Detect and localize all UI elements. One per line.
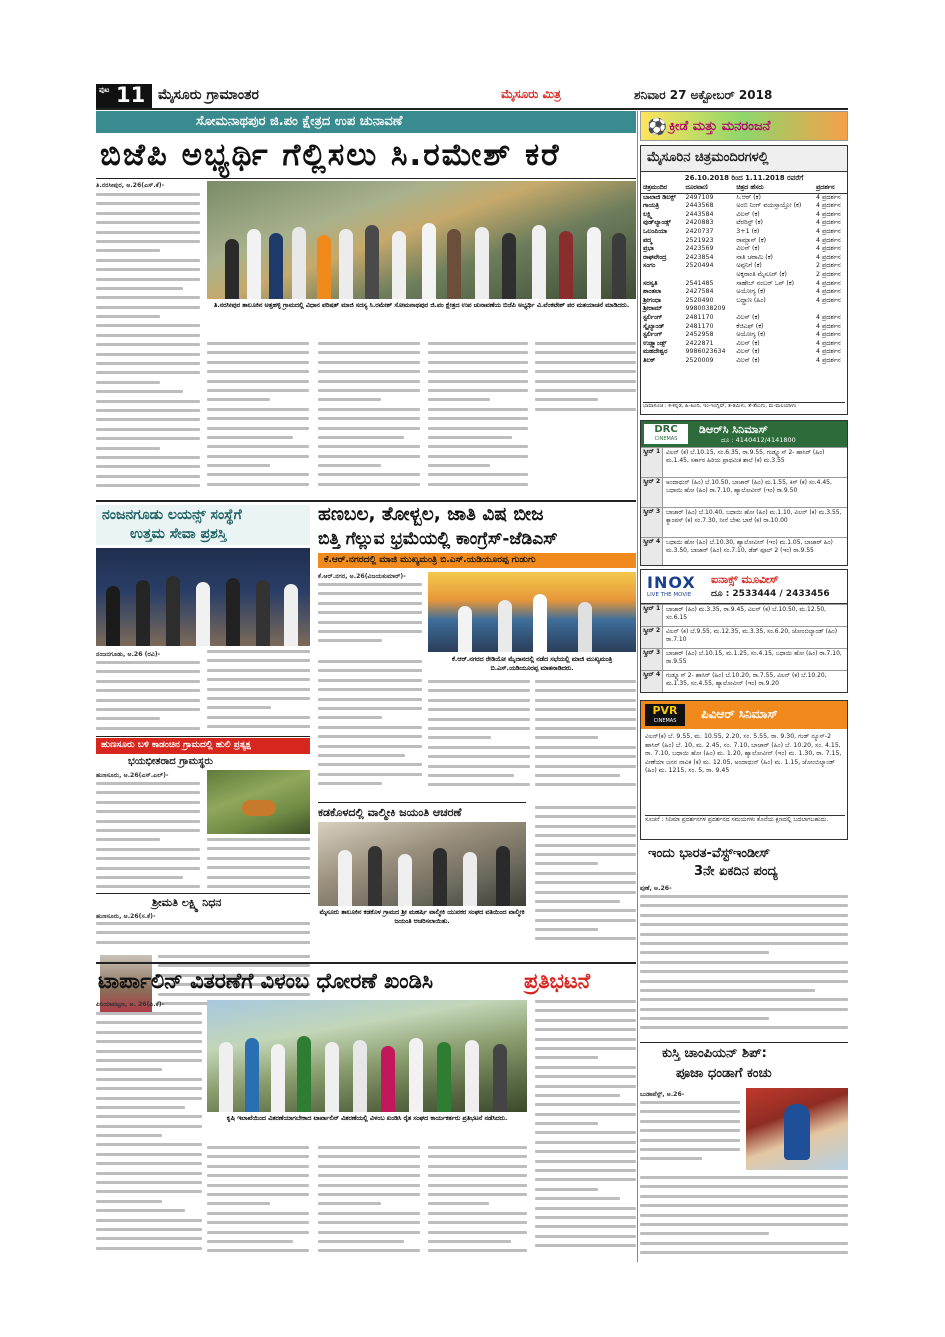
tiger-body-col1 — [96, 782, 200, 892]
kr-nagar-photo-caption: ಕೆ.ಆರ್.ನಗರದ ರೇಡಿಯೋ ಮೈದಾನದಲ್ಲಿ ನಡೆದ ಸಭೆಯಲ್ಲಿ ಮಾಜಿ ಮುಖ್ಯಮಂತ್ರಿ ಬಿ.ಎಸ್.ಯಡಿಯೂರಪ್ಪ ಮಾತನಾಡಿದರು. — [451, 656, 613, 672]
lead-kicker-text: ಸೋಮನಾಥಪುರ ಜಿ.ಪಂ ಕ್ಷೇತ್ರದ ಉಪ ಚುನಾವಣೆ — [196, 114, 403, 129]
cinema-cell: ಶ್ರೀರಾಮ್ — [643, 305, 663, 313]
lead-kicker — [96, 111, 636, 133]
cinema-row — [641, 280, 847, 289]
pvr-logo — [645, 704, 685, 726]
drc-phone: ದೂ : 4140412/4141800 — [721, 436, 796, 444]
masthead: ಮೈಸೂರು ಮಿತ್ರ — [501, 87, 561, 101]
cinema-cell: 4 ಪ್ರದರ್ಶನ — [815, 296, 841, 304]
cinema-row — [641, 211, 847, 220]
issue-date: ಶನಿವಾರ 27 ಅಕ್ಟೋಬರ್ 2018 — [634, 88, 773, 102]
cinema-column-header: ಚಿತ್ರದ ಹೆಸರು — [734, 184, 814, 193]
cinema-cell: 2521923 — [685, 236, 714, 244]
cinema-cell — [814, 305, 847, 314]
cinema-cell: 2520490 — [685, 296, 714, 304]
inox-header — [641, 570, 847, 604]
cinema-cell: ಟೆರರಿಸ್ಟ್ (ಕ) — [736, 219, 763, 227]
lead-photo-caption: ತಿ.ನರಸೀಪುರ ತಾಲೂಕಿನ ಅತ್ತಹಳ್ಳಿ ಗ್ರಾಮದಲ್ಲಿ ವಿಧಾನ ಪರಿಷತ್ ಮಾಜಿ ಸದಸ್ಯ ಸಿ.ರಮೇಶ್ ಸೋಮನಾಥಪುರ ಜಿ.ಪಂ ಕ್ಷೇತ್ರದ ಉಪ ಚುನಾವಣೆಯ ಬಿಜೆಪಿ ಅಭ್ಯರ್ಥಿ ವಿ.ವೆಂಕಟೇಶ್ ಪರ ಮತಯಾಚನೆ ಮಾಡಿದರು. — [213, 302, 630, 309]
lead-body-col3 — [318, 342, 420, 498]
column-divider-right — [637, 111, 638, 1262]
header-rule — [96, 108, 848, 110]
lions-headline: ನಂಜನಗೂಡು ಲಯನ್ಸ್ ಸಂಸ್ಥೆಗೆ — [102, 507, 242, 523]
cinema-cell: 2 ಪ್ರದರ್ಶನ — [815, 270, 841, 278]
cinema-row — [641, 254, 847, 263]
cinema-cell: 4 ಪ್ರದರ್ಶನ — [815, 253, 841, 261]
cinema-cell: 4 ಪ್ರದರ್ಶನ — [815, 193, 841, 201]
cinema-cell: ಸರಸ್ವತಿ — [643, 279, 658, 287]
cinema-cell: 2423569 — [685, 245, 714, 253]
cricket-headline: ಇಂದು ಭಾರತ-ವೆಸ್ಟ್‌ಇಂಡೀಸ್ — [648, 846, 771, 861]
cinema-box — [640, 145, 848, 415]
cinema-cell: 2497109 — [685, 193, 714, 201]
inox-screen-row — [641, 604, 847, 626]
inox-logo: INOX — [647, 573, 696, 592]
inox-title: ಐನಾಕ್ಸ್ ಮೂವೀಸ್ — [711, 573, 779, 586]
drc-screen-row — [641, 537, 847, 566]
cinema-cell: ಸ್ಕೈಲ್ಯಾಂಡ್ — [643, 322, 665, 330]
obituary-body — [96, 922, 310, 952]
tarpaulin-body-col1 — [96, 1012, 202, 1262]
drc-header — [641, 421, 847, 447]
cinema-cell: ವಿಲನ್ (ಕ) — [736, 210, 760, 218]
cricket-rule — [640, 1042, 848, 1043]
tarpaulin-photo — [207, 1000, 527, 1112]
inox-screen-row — [641, 670, 847, 692]
inox-screen-shows: ಬಾಜಾರ್ (ಹಿಂ) ಮ.3.35, ರಾ.9.45, ವಿಲನ್ (ಕ) ಬೆ.10.50, ಮ.12.50, ಸಂ.6.15 — [666, 606, 827, 622]
cinema-cell: ನಾತಿ ಚರಾಮಿ (ಕ) — [736, 253, 773, 261]
cinema-cell: 2541485 — [685, 279, 714, 287]
tarpaulin-body-col5 — [535, 1000, 636, 1262]
lions-rule — [96, 736, 310, 737]
cinema-cell: ಬದ್ಧ್ಯಾಣ (ಹಿಂ) — [736, 296, 766, 304]
tarpaulin-body-col4 — [428, 1146, 527, 1262]
cinema-column-header: ಚಿತ್ರಮಂದಿರ — [641, 184, 683, 193]
cinema-cell: 4 ಪ್ರದರ್ಶನ — [815, 202, 841, 210]
drc-screen-shows: ಅಂದಾಧುನ್ (ಹಿಂ) ಬೆ.10.50, ಬಾಜಾರ್ (ಹಿಂ) ಮ.1.55, ಕಿಸ್ (ಕ) ಸಂ.4.45, ಬಧಾಯಿ ಹೋ (ಹಿಂ) ರಾ.7.10, ಹ್ಯಾಲೋವೀನ್ (ಇಂ) ರಾ.9.50 — [666, 479, 832, 495]
pvr-logo-text: PVR — [652, 704, 678, 717]
kr-nagar-rule — [318, 802, 526, 803]
kr-nagar-body-col1 — [318, 583, 422, 653]
tiger-body-col2 — [207, 838, 310, 892]
lead-photo — [207, 181, 636, 299]
inox-screen-row — [641, 626, 847, 648]
drc-title: ಡಿಆರ್‌ಸಿ ಸಿನಿಮಾಸ್ — [699, 423, 768, 436]
cinema-row — [641, 237, 847, 246]
cinema-cell: 2443584 — [685, 210, 714, 218]
inox-screen-shows: ಗುಡ್ನ್ಯೂಸ್ 2- ಹಾಸಿರ್ (ಹಿಂ) ಬೆ.10.20, ರಾ.7.55, ವಿಲನ್ (ಕ) ಬೆ.10.20, ಮ.1.35, ಸಂ.4.55, ಹ್ಯಾಲೋವೀನ್ (ಇಂ) ರಾ.9.20 — [666, 672, 827, 688]
tiger-headline: ಹುಣಸೂರು ಬಳಿ ಕಾಡಂಚಿನ ಗ್ರಾಮದಲ್ಲಿ ಹುಲಿ ಪ್ರತ್ಯಕ್ಷ — [101, 740, 251, 750]
cinema-cell: 4 ಪ್ರದರ್ಶನ — [815, 236, 841, 244]
cinema-table — [641, 184, 847, 365]
cinema-cell: 2481170 — [685, 322, 714, 330]
cinema-cell — [641, 271, 683, 280]
obituary-headline: ಶ್ರೀಮತಿ ಲಕ್ಷ್ಮಿ ನಿಧನ — [152, 896, 222, 909]
cinema-cell: 4 ಪ್ರದರ್ಶನ — [815, 219, 841, 227]
tarpaulin-body-col3 — [318, 1146, 420, 1262]
drc-screen-tag: ಸ್ಕ್ರೀನ್ 1 — [641, 448, 663, 477]
cinema-row — [641, 288, 847, 297]
kr-nagar-photo — [428, 572, 636, 652]
lead-body-col2 — [207, 342, 309, 498]
lead-body-col5 — [535, 342, 636, 417]
drc-screens — [641, 447, 847, 566]
tarpaulin-headline-highlight: ಪ್ರತಿಭಟನೆ — [524, 969, 591, 993]
cinema-cell: ಲಕ್ಷ್ಮಿ — [643, 210, 653, 218]
cinema-title: ಮೈಸೂರಿನ ಚಿತ್ರಮಂದಿರಗಳಲ್ಲಿ — [647, 150, 769, 165]
kr-nagar-dateline: ಕೆ.ಆರ್.ನಗರ, ಅ.26(ವಿಜಯಕುಮಾರ್)- — [318, 573, 406, 580]
inox-logo-sub: LIVE THE MOVIE — [647, 592, 692, 598]
cinema-cell: 2 ಪ್ರದರ್ಶನ — [815, 262, 841, 270]
cinema-cell: 2520494 — [685, 262, 714, 270]
lead-rule — [96, 178, 636, 179]
pvr-title: ಪಿವಿಆರ್ ಸಿನಿಮಾಸ್ — [701, 707, 778, 721]
pvr-logo-sub: CINEMAS — [653, 718, 677, 724]
cinema-row — [641, 348, 847, 357]
lions-dateline: ನಂಜನಗೂಡು, ಅ.26 (ರವಿ)- — [96, 651, 161, 658]
page-header — [96, 84, 848, 108]
tiger-photo — [207, 770, 310, 834]
cinema-column-header: ದೂರವಾಣಿ — [683, 184, 734, 193]
cinema-column-header: ಪ್ರದರ್ಶನ — [814, 184, 847, 193]
cinema-date-range: 26.10.2018 ರಿಂದ 1.11.2018 ರವರೆಗೆ — [684, 174, 804, 182]
cinema-cell: 2422871 — [685, 339, 714, 347]
cinema-title-box — [641, 146, 847, 172]
cinema-cell: 4 ಪ್ರದರ್ಶನ — [815, 288, 841, 296]
cinema-row — [641, 202, 847, 211]
cinema-row — [641, 323, 847, 332]
cinema-cell: 2520009 — [685, 356, 714, 364]
tiger-subhead: ಭಯಭೀತರಾದ ಗ್ರಾಮಸ್ಥರು — [128, 756, 213, 767]
cinema-cell: 4 ಪ್ರದರ್ಶನ — [815, 245, 841, 253]
wrestling-body-left — [640, 1101, 740, 1171]
section-title: ಮೈಸೂರು ಗ್ರಾಮಾಂತರ — [158, 87, 259, 103]
cinema-cell: ಶ್ರೀಗಂಧಾ — [643, 296, 662, 304]
obituary-dateline: ಹುಣಸೂರು, ಅ.26(ಸ.ಕೆ)- — [96, 913, 156, 920]
cinema-cell: ಅಕ್ಕರಾಂತಿ ಮೈಸೂರ್ (ಕ) — [736, 270, 787, 278]
drc-screen-shows: ವಿಲನ್ (ಕ) ಬೆ.10.15, ಸಂ.6.35, ರಾ.9.55, ಗುಡ್ನ್ಯೂಸ್ 2- ಹಾಸಿರ್ (ಹಿಂ) ಮ.1.45, ಸರ್ಕಾರ ಹಿರಿಯ ಪ್ರಾಥಮಿಕ ಶಾಲೆ (ಕ) ಮ.3.55 — [666, 449, 825, 465]
cinema-row — [641, 297, 847, 306]
pvr-note: ಸೂಚನೆ : ಸಿನಿಮಾ ಪ್ರದರ್ಶನಗಳ ಪ್ರದರ್ಶನದ ಸಮಯಗಳು ಕೊನೆಯ ಕ್ಷಣದಲ್ಲಿ ಬದಲಾಗಬಹುದು. — [645, 815, 845, 839]
kr-nagar-subhead-box — [318, 553, 636, 568]
valmiki-rule — [96, 962, 636, 964]
cinema-cell: ವಿಲನ್ (ಕ) — [736, 348, 760, 356]
pvr-listing: ವಿಲನ್(ಕ) ಬೆ. 9.55, ಮ. 10.55, 2.20, ಸಂ. 5.55, ರಾ. 9.30, ಗುಡ್ ನ್ಯೂಸ್-2 ಹಾಸಿರ್ (ಹಿಂ) ಬೆ. 10, ಮ. 2.45, ಸಂ. 7.10, ಬಾಜಾರ್ (ಹಿಂ) ಬೆ. 10.20, ಸಂ. 4.15, ರಾ. 7.10, ಬಧಾಯಿ ಹೋ (ಹಿಂ) ಮ. 1.20, ಹ್ಯಾಲೋವೀನ್ (ಇಂ) ಮ. 1.30, ರಾ. 7.15, ವೀಣೆಯಾ ಜನನ ನಾವಿಕ (ಕ) ಮ. 12.05, ಅಂದಾಧುನ್ (ಹಿಂ) ಮ. 1.15, ಜೋಂಬಿಲ್ಯಾಂಡ್ (ಹಿಂ) ಮ. 1215, ಸಂ. 5, ರಾ. 9.45 — [645, 733, 842, 775]
cricket-headline-2: 3ನೇ ಏಕದಿನ ಪಂದ್ಯ — [694, 864, 778, 879]
tiger-figure — [242, 800, 276, 816]
sports-banner — [640, 111, 848, 141]
lead-body-col4 — [428, 342, 528, 498]
wrestling-headline-2: ಪೂಜಾ ಧಂಡಾಗೆ ಕಂಚು — [676, 1066, 772, 1081]
cinema-cell: 9980038209 — [685, 305, 726, 313]
cinema-footnote: ಭಾಷಾಸೂಚಿ : ಕ-ಕನ್ನಡ, ಹಿ-ಹಿಂದಿ, ಇಂ-ಇಂಗ್ಲಿಷ್, ತ-ತಮಿಳು, ತೆ-ತೆಲುಗು, ಮ-ಮಲಯಾಳಂ — [643, 402, 845, 410]
pvr-header — [641, 701, 847, 729]
cinema-row — [641, 271, 847, 280]
cricket-body — [640, 895, 848, 1040]
page-label: ಪುಟ — [99, 86, 110, 94]
cinema-cell: 2427584 — [685, 288, 714, 296]
kr-nagar-body-col2 — [428, 680, 530, 800]
cinema-cell: 2443568 — [685, 202, 714, 210]
cinema-cell: ಸಂಗಂ — [643, 262, 656, 270]
tiger-rule — [96, 893, 310, 894]
cinema-row — [641, 331, 847, 340]
cinema-cell: 4 ಪ್ರದರ್ಶನ — [815, 279, 841, 287]
cinema-cell: ಗಾಯತ್ರಿ — [643, 202, 659, 210]
kr-nagar-subhead: ಕೆ.ಆರ್.ನಗರದಲ್ಲಿ ಮಾಜಿ ಮುಖ್ಯಮಂತ್ರಿ ಬಿ.ಎಸ್.ಯಡಿಯೂರಪ್ಪ ಗುಡುಗು — [324, 555, 536, 565]
drc-screen-shows: ಬಧಾಯಿ ಹೋ (ಹಿಂ) ಬೆ.10.30, ಹ್ಯಾಲೋವೀನ್ (ಇಂ) ಮ.1.05, ಬಾಜಾರ್ ಹಿಂ) ಮ.3.50, ಬಾಜಾರ್ (ಹಿಂ) ಸಂ.7.10, ಡೆಡ್ ಪೂಲ್ 2 (ಇಂ) ರಾ.9.55 — [666, 539, 833, 555]
cricket-dateline: ಪುಣೆ, ಅ.26- — [640, 885, 672, 892]
drc-screen-tag: ಸ್ಕ್ರೀನ್ 3 — [641, 508, 663, 537]
cinema-cell: ವಿಲನ್ (ಕ) — [736, 313, 760, 321]
cinema-cell: ರಾಘವೇಂದ್ರ — [643, 253, 667, 261]
cinema-cell: ಬಾಲಾಜಿ ಡಿಲಕ್ಸ್ — [643, 193, 676, 201]
soccer-ball-icon: ⚽ — [647, 117, 667, 136]
inox-screen-tag: ಸ್ಕ್ರೀನ್ 1 — [641, 605, 663, 626]
drc-logo-sub: CINEMAS — [654, 436, 678, 442]
cinema-cell: 2420883 — [685, 219, 714, 227]
wrestling-headline: ಕುಸ್ತಿ ಚಾಂಪಿಯನ್ ಶಿಪ್: — [662, 1046, 767, 1061]
cinema-row — [641, 314, 847, 323]
cinema-cell — [683, 271, 734, 280]
cinema-cell: ವಿಲನ್ (ಕ) — [736, 339, 760, 347]
cinema-cell: 2420737 — [685, 227, 714, 235]
sports-banner-title: ಕ್ರೀಡೆ ಮತ್ತು ಮನರಂಜನೆ — [669, 119, 771, 134]
cinema-cell: ವುಡ್‌ಲ್ಯಾಂಡ್ಸ್ — [643, 219, 671, 227]
cinema-cell: 4 ಪ್ರದರ್ಶನ — [815, 339, 841, 347]
valmiki-headline: ಕಡಕೊಳದಲ್ಲಿ ವಾಲ್ಮೀಕಿ ಜಯಂತಿ ಆಚರಣೆ — [318, 806, 462, 819]
inox-screen-shows: ವಿಲನ್ (ಕ) ಬೆ.9.55, ಮ.12.35, ಮ.3.35, ಸಂ.6.20, ಜೋಂಬಿಲ್ಯಾಂಡ್ (ಹಿಂ) ರಾ.7.10 — [666, 628, 838, 644]
cinema-cell: 2481170 — [685, 313, 714, 321]
cinema-cell: 4 ಪ್ರದರ್ಶನ — [815, 331, 841, 339]
kr-nagar-headline: ಹಣಬಲ, ತೋಳ್ಬಲ, ಜಾತಿ ವಿಷ ಬೀಜ — [318, 504, 544, 525]
page-number: 11 — [116, 83, 146, 107]
drc-screen-tag: ಸ್ಕ್ರೀನ್ 4 — [641, 538, 663, 566]
inox-screen-tag: ಸ್ಕ್ರೀನ್ 2 — [641, 627, 663, 648]
cinema-cell — [734, 305, 814, 314]
lions-headline-2: ಉತ್ತಮ ಸೇವಾ ಪ್ರಶಸ್ತಿ — [130, 526, 227, 542]
cinema-cell: 9986023634 — [685, 348, 726, 356]
cinema-row — [641, 262, 847, 271]
lead-headline: ಬಿಜೆಪಿ ಅಭ್ಯರ್ಥಿ ಗೆಲ್ಲಿಸಲು ಸಿ.ರಮೇಶ್ ಕರೆ — [100, 137, 561, 173]
cinema-cell: 4 ಪ್ರದರ್ಶನ — [815, 210, 841, 218]
cinema-cell: ಕೆಜಿಎಫ್ (ಕ) — [736, 322, 764, 330]
inox-screen-tag: ಸ್ಕ್ರೀನ್ 3 — [641, 649, 663, 670]
cinema-cell: 4 ಪ್ರದರ್ಶನ — [815, 322, 841, 330]
cinema-cell: ಸ್ಟರ್ಲಿಂಗ್ — [643, 313, 663, 321]
cinema-cell: ಸ್ಟರ್ಲಿಂಗ್ — [643, 331, 663, 339]
inox-screen-tag: ಸ್ಕ್ರೀನ್ 4 — [641, 671, 663, 692]
cinema-cell: ಅಪ್ಪನಿಗೆ (ಕ) — [736, 262, 762, 270]
cinema-cell: ಸಿ.ಆರ್ (ಕ) — [736, 193, 761, 201]
cinema-cell: ಒಲಂಪಿಯಾ — [643, 227, 668, 235]
cinema-row — [641, 219, 847, 228]
cinema-cell: ಅಂಬಿ ನಿಂಗ್ ವಯಸ್ಸಾಯ್ತೋ (ಕ) — [736, 202, 802, 210]
cinema-cell: ಉಡ್ಲ್ಯಾಂಡ್ಸ್ — [643, 339, 667, 347]
wrestling-body — [640, 1176, 848, 1262]
cinema-row — [641, 193, 847, 202]
cinema-table-header — [641, 184, 847, 193]
lions-body-col2 — [207, 650, 310, 733]
inox-screens — [641, 604, 847, 693]
inox-screen-row — [641, 648, 847, 670]
cinema-cell: ಅಯೋಗ್ಯ (ಕ) — [736, 288, 766, 296]
cinema-cell: 3+1 (ಕ) — [736, 227, 760, 235]
inox-screen-shows: ಬಾಜಾರ್ (ಹಿಂ) ಬೆ.10.15, ಮ.1.25, ಸಂ.4.15, ಬಧಾಯಿ ಹೋ (ಹಿಂ) ರಾ.7.10, ರಾ.9.55 — [666, 650, 842, 666]
cinema-cell: ವಿಲನ್ (ಕ) — [736, 245, 760, 253]
drc-screen-row — [641, 447, 847, 477]
page-number-box — [96, 84, 152, 108]
cinema-cell: ಮಹದೇಶ್ವರ — [643, 348, 668, 356]
cinema-cell: ರಾಮ್ಬಾನ್ (ಕ) — [736, 236, 767, 244]
lead-bottom-rule — [96, 500, 636, 502]
cinema-cell: 2452958 — [685, 331, 714, 339]
cinema-cell: ಪ್ರಭಾ — [643, 245, 654, 253]
cinema-cell: ಅಯೋಗ್ಯ (ಕ) — [736, 331, 766, 339]
drc-logo-text: DRC — [654, 424, 678, 435]
cinema-row — [641, 228, 847, 237]
drc-screen-row — [641, 507, 847, 537]
lead-dateline: ತಿ.ನರಸೀಪುರ, ಅ.26(ಎಸ್.ಕೆ)- — [96, 182, 165, 189]
tarpaulin-dateline: ಪಿರಿಯಾಪಟ್ಟಣ, ಅ. 26(ಪಿ.ಕೆ)- — [96, 1001, 165, 1008]
cinema-cell: ವಿಲನ್ (ಕ) — [736, 356, 760, 364]
inox-phone: ದೂ : 2533444 / 2433456 — [711, 589, 830, 599]
cinema-cell: ತಿಲಕ್ — [643, 356, 656, 364]
drc-screen-row — [641, 477, 847, 507]
tarpaulin-headline: ಟಾರ್ಪಾಲಿನ್ ವಿತರಣೆಗೆ ವಿಳಂಬ ಧೋರಣೆ ಖಂಡಿಸಿ — [98, 969, 433, 993]
cinema-cell: 4 ಪ್ರದರ್ಶನ — [815, 313, 841, 321]
cinema-cell: ಸಾಹೇಬ್ ನಂಬರ್ ಒನ್ (ಕ) — [736, 279, 795, 287]
valmiki-photo-caption: ಮೈಸೂರು ತಾಲೂಕಿನ ಕಡಕೊಳ ಗ್ರಾಮದ ಶ್ರೀ ಮಹರ್ಷಿ ವಾಲ್ಮೀಕಿ ಯುವಕರ ಸಂಘದ ವತಿಯಿಂದ ವಾಲ್ಮೀಕಿ ಜಯಂತಿ ಆಚರಿಸಲಾಯಿತು. — [319, 909, 525, 925]
cinema-row — [641, 245, 847, 254]
lead-body-col1 — [96, 193, 200, 498]
wrestling-photo — [746, 1088, 848, 1170]
cinema-cell: 2423854 — [685, 253, 714, 261]
tarpaulin-body-col2 — [207, 1146, 309, 1262]
tarpaulin-photo-caption: ಕೃಷಿ ಇಲಾಖೆಯಿಂದ ವಿತರಣೆಯಾಗಬೇಕಾದ ಟಾರ್ಪಾಲಿನ್ ವಿತರಣೆಯಲ್ಲಿ ವಿಳಂಬ ಖಂಡಿಸಿ ರೈತ ಸಂಘದ ಕಾರ್ಯಕರ್ತರು ಪ್ರತಿಭಟನೆ ನಡೆಸಿದರು. — [226, 1115, 508, 1122]
lions-headline-box — [96, 505, 310, 545]
wrestler-figure — [784, 1104, 810, 1160]
kr-nagar-headline-2: ಬಿತ್ತಿ ಗೆಲ್ಲುವ ಭ್ರಮೆಯಲ್ಲಿ ಕಾಂಗ್ರೆಸ್-ಜೆಡಿಎಸ್ — [318, 529, 558, 549]
cinema-row — [641, 305, 847, 314]
valmiki-photo — [318, 822, 526, 906]
cinema-row — [641, 340, 847, 349]
cinema-table-wrap — [641, 184, 847, 399]
cinema-cell: 4 ಪ್ರದರ್ಶನ — [815, 227, 841, 235]
kr-nagar-body-col1b — [318, 660, 422, 800]
tiger-headline-box — [96, 738, 310, 754]
inox-box — [640, 569, 848, 693]
tiger-dateline: ಹುಣಸೂರು, ಅ.26(ಎಸ್.ಎಲ್)- — [96, 772, 169, 779]
cinema-row — [641, 357, 847, 366]
cinema-cell: 4 ಪ್ರದರ್ಶನ — [815, 356, 841, 364]
valmiki-body — [535, 806, 636, 956]
wrestling-dateline: ಬುಡಾಪೆಸ್ಟ್, ಅ.26- — [640, 1091, 685, 1098]
drc-screen-tag: ಸ್ಕ್ರೀನ್ 2 — [641, 478, 663, 507]
kr-nagar-body-col3 — [535, 680, 636, 800]
cinema-cell: ಶಾಂತಲಾ — [643, 288, 662, 296]
pvr-box — [640, 700, 848, 840]
drc-box — [640, 420, 848, 566]
cinema-cell: 4 ಪ್ರದರ್ಶನ — [815, 348, 841, 356]
drc-screen-shows: ಬಾಜಾರ್ (ಹಿಂ) ಬೆ.10.40, ಬಧಾಯಿ ಹೋ (ಹಿಂ) ಮ.1.10, ವಿಲನ್ (ಕ) ಮ.3.55, ಕ್ಯಾಂಪಸ್ (ಕ) ಸಂ.7.30, ನೀನೆ ಬೇಕು ಬಾರೆ (ಕ) ರಾ.10.00 — [666, 509, 842, 525]
lions-body-col1 — [96, 661, 200, 733]
drc-logo — [644, 424, 688, 444]
cinema-cell: ಪದ್ಮ — [643, 236, 652, 244]
lions-photo — [96, 548, 310, 646]
